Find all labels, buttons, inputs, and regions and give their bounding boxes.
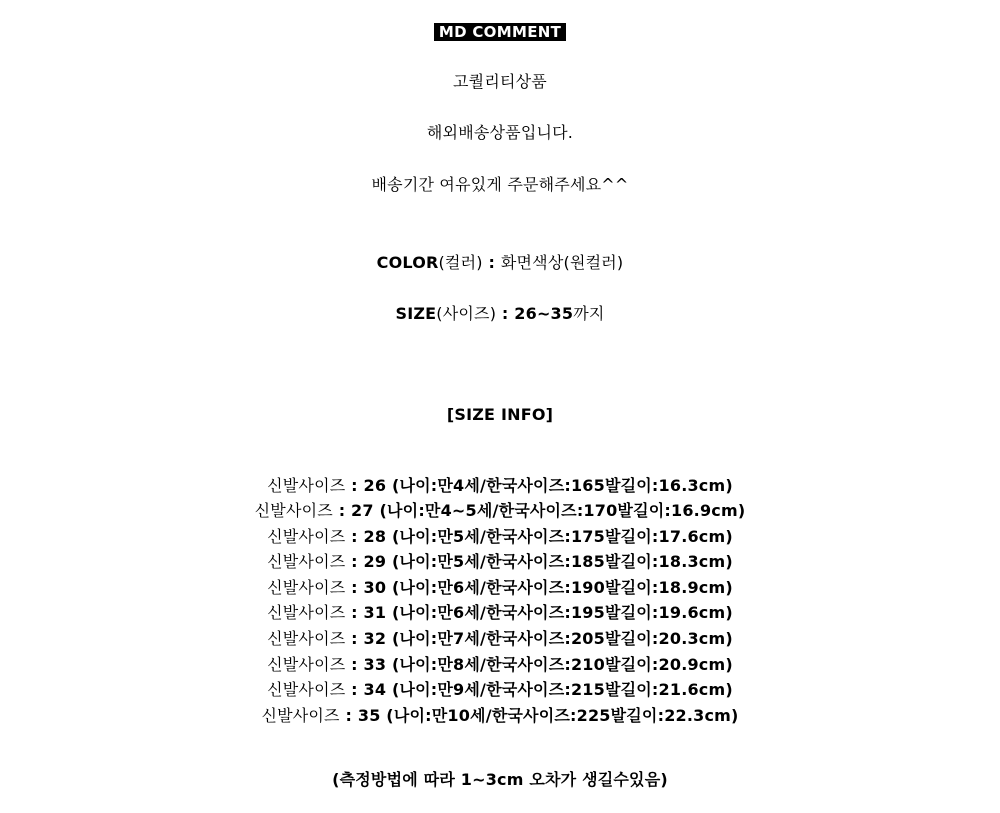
size-row-30: [0, 577, 1000, 599]
size-row-detail: 나이:만4세/한국사이즈:165발길이:16.3cm): [399, 476, 733, 495]
size-row-label: 신발사이즈: [267, 680, 346, 699]
size-row-value: : 32 (: [345, 629, 400, 648]
color-label-kr: (컬러): [438, 253, 483, 272]
size-row-label: 신발사이즈: [254, 501, 333, 520]
size-row-detail: 나이:만5세/한국사이즈:175발길이:17.6cm): [399, 527, 733, 546]
color-info: [0, 252, 1000, 274]
intro-line-quality: 고퀄리티상품: [453, 72, 547, 91]
intro-line-overseas-shipping: 해외배송상품입니다.: [426, 123, 574, 142]
size-row-29: [0, 551, 1000, 573]
size-row-label: 신발사이즈: [267, 476, 346, 495]
size-row-value: : 31 (: [345, 603, 400, 622]
size-row-27: [0, 500, 1000, 522]
size-row-35: [0, 705, 1000, 727]
size-label: SIZE: [395, 304, 437, 323]
size-row-detail: 나이:만8세/한국사이즈:210발길이:20.9cm): [399, 655, 733, 674]
size-row-value: : 30 (: [345, 578, 400, 597]
size-row-28: [0, 526, 1000, 548]
size-row-detail: 나이:만5세/한국사이즈:185발길이:18.3cm): [399, 552, 733, 571]
size-row-32: [0, 628, 1000, 650]
size-row-26: [0, 475, 1000, 497]
size-range-info: [0, 303, 1000, 325]
size-row-31: [0, 602, 1000, 624]
size-range-value: 26~35: [514, 304, 574, 323]
size-row-value: : 35 (: [339, 706, 394, 725]
color-value: 화면색상(원컬러): [500, 253, 624, 272]
size-row-detail: 나이:만6세/한국사이즈:195발길이:19.6cm): [399, 603, 733, 622]
size-label-kr: (사이즈): [436, 304, 497, 323]
intro-line-shipping-notice: 배송기간 여유있게 주문해주세요^^: [371, 175, 629, 194]
color-label: COLOR: [376, 253, 439, 272]
size-row-value: : 28 (: [345, 527, 400, 546]
md-comment-header: [0, 21, 1000, 43]
md-comment-badge: MD COMMENT: [434, 23, 566, 41]
size-row-label: 신발사이즈: [261, 706, 340, 725]
size-separator: :: [496, 304, 515, 323]
size-row-value: : 33 (: [345, 655, 400, 674]
measurement-footnote: (측정방법에 따라 1~3cm 오차가 생길수있음): [332, 770, 668, 789]
size-row-label: 신발사이즈: [267, 552, 346, 571]
color-separator: :: [482, 253, 501, 272]
size-row-detail: 나이:만9세/한국사이즈:215발길이:21.6cm): [399, 680, 733, 699]
size-row-detail: 나이:만7세/한국사이즈:205발길이:20.3cm): [399, 629, 733, 648]
size-row-value: : 29 (: [345, 552, 400, 571]
size-row-value: : 27 (: [332, 501, 388, 520]
size-row-label: 신발사이즈: [267, 603, 346, 622]
size-range-suffix: 까지: [573, 304, 605, 323]
size-row-value: : 34 (: [345, 680, 400, 699]
size-info-heading: [SIZE INFO]: [446, 405, 554, 424]
size-row-detail: 나이:만4~5세/한국사이즈:170발길이:16.9cm): [387, 501, 746, 520]
size-row-34: [0, 679, 1000, 701]
size-row-label: 신발사이즈: [267, 578, 346, 597]
size-row-label: 신발사이즈: [267, 527, 346, 546]
size-row-33: [0, 654, 1000, 676]
size-row-detail: 나이:만10세/한국사이즈:225발길이:22.3cm): [393, 706, 739, 725]
size-row-detail: 나이:만6세/한국사이즈:190발길이:18.9cm): [399, 578, 733, 597]
size-row-value: : 26 (: [345, 476, 400, 495]
size-row-label: 신발사이즈: [267, 629, 346, 648]
size-row-label: 신발사이즈: [267, 655, 346, 674]
